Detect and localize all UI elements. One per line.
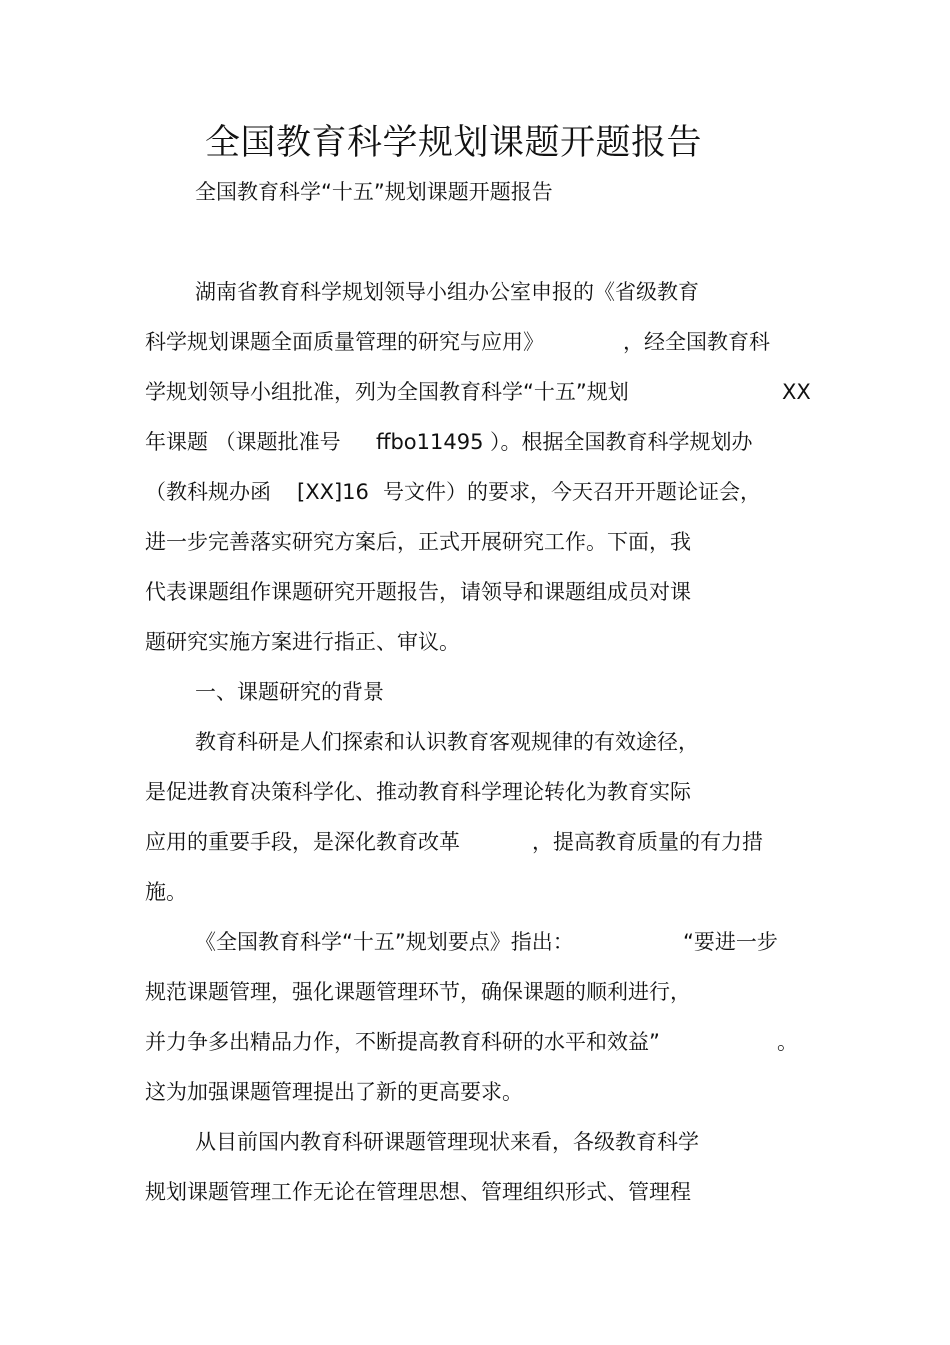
paragraph-line: 教育科研是人们探索和认识教育客观规律的有效途径， <box>195 730 699 754</box>
paragraph-line: 规范课题管理，强化课题管理环节，确保课题的顺利进行， <box>145 980 691 1004</box>
text-fragment: 应用的重要手段，是深化教育改革 <box>145 830 460 854</box>
paragraph-line <box>145 474 825 510</box>
text-fragment: 《全国教育科学“十五”规划要点》指出： <box>195 930 574 954</box>
paragraph-line: 从目前国内教育科研课题管理现状来看，各级教育科学 <box>195 1130 699 1154</box>
paragraph-line <box>145 374 825 410</box>
text-fragment: 年课题 （课题批准号 <box>145 430 341 454</box>
text-fragment: ）。根据全国教育科学规划办 <box>490 430 753 454</box>
text-fragment: 号文件）的要求，今天召开开题论证会， <box>383 480 761 504</box>
paragraph-line <box>145 324 825 360</box>
text-fragment: ，经全国教育科 <box>623 330 770 354</box>
paragraph-line: 湖南省教育科学规划领导小组办公室申报的《省级教育 <box>195 280 699 304</box>
document-subtitle: 全国教育科学“十五”规划课题开题报告 <box>195 180 553 204</box>
text-fragment: “要进一步 <box>683 930 778 954</box>
paragraph-line <box>145 824 825 860</box>
document-title: 全国教育科学规划课题开题报告 <box>205 123 703 163</box>
text-fragment: XX <box>782 380 811 404</box>
paragraph-line <box>145 424 825 460</box>
paragraph-line: 规划课题管理工作无论在管理思想、管理组织形式、管理程 <box>145 1180 691 1204</box>
paragraph-line: 是促进教育决策科学化、推动教育科学理论转化为教育实际 <box>145 780 691 804</box>
text-fragment: 学规划领导小组批准，列为全国教育科学“十五”规划 <box>145 380 629 404</box>
text-fragment: ，提高教育质量的有力措 <box>532 830 763 854</box>
paragraph-line <box>145 1024 825 1060</box>
text-fragment: 。 <box>777 1030 798 1054</box>
text-fragment: 并力争多出精品力作，不断提高教育科研的水平和效益” <box>145 1030 660 1054</box>
paragraph-line <box>195 924 825 960</box>
text-fragment: 科学规划课题全面质量管理的研究与应用》 <box>145 330 544 354</box>
paragraph-line: 这为加强课题管理提出了新的更高要求。 <box>145 1080 523 1104</box>
paragraph-line: 题研究实施方案进行指正、审议。 <box>145 630 460 654</box>
text-fragment: （教科规办函 <box>145 480 271 504</box>
paragraph-line: 代表课题组作课题研究开题报告，请领导和课题组成员对课 <box>145 580 691 604</box>
paragraph-line: 施。 <box>145 880 187 904</box>
paragraph-line: 进一步完善落实研究方案后，正式开展研究工作。下面，我 <box>145 530 691 554</box>
section-heading: 一、课题研究的背景 <box>195 680 384 704</box>
text-fragment: [XX]16 <box>297 480 369 504</box>
text-fragment: ffbo11495 <box>376 430 484 454</box>
